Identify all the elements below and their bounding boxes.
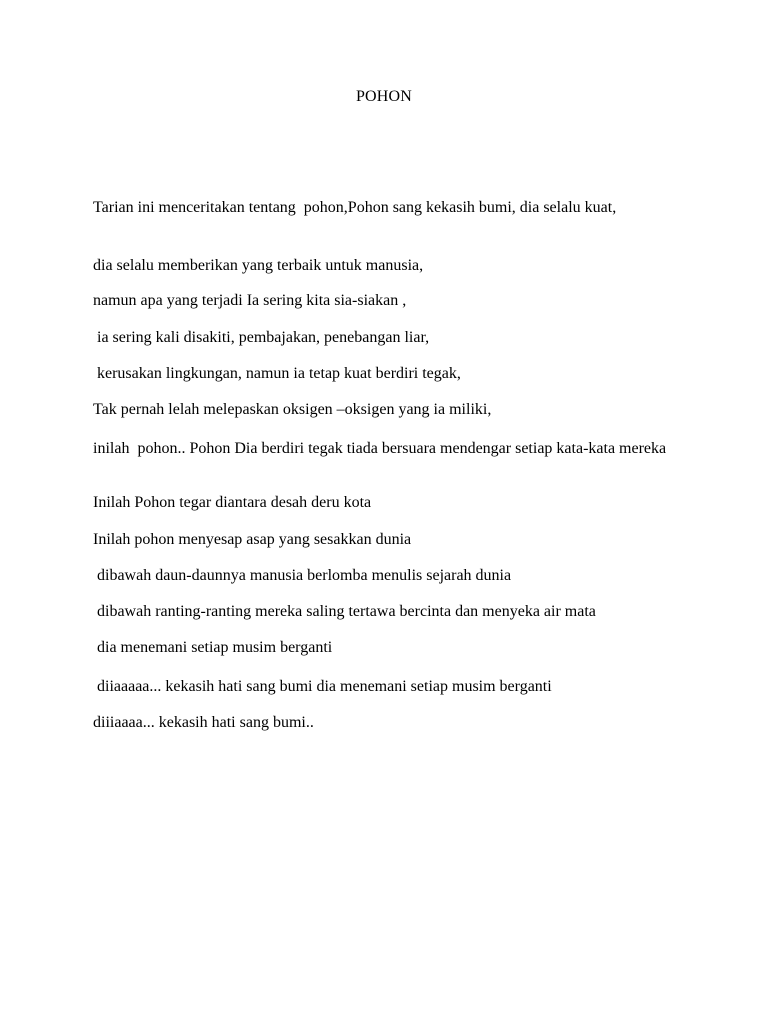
paragraph-3: namun apa yang terjadi Ia sering kita sia-siakan , xyxy=(93,292,407,309)
paragraph-12: dia menemani setiap musim berganti xyxy=(93,639,333,656)
document-title: POHON xyxy=(355,88,413,105)
paragraph-14: diiiaaaa... kekasih hati sang bumi.. xyxy=(93,714,314,731)
paragraph-4: ia sering kali disakiti, pembajakan, penebangan liar, xyxy=(93,329,430,346)
paragraph-8: Inilah Pohon tegar diantara desah deru kota xyxy=(93,494,372,511)
paragraph-10: dibawah daun-daunnya manusia berlomba menulis sejarah dunia xyxy=(93,567,512,584)
paragraph-13: diiaaaaa... kekasih hati sang bumi dia menemani setiap musim berganti xyxy=(93,678,552,695)
paragraph-11: dibawah ranting-ranting mereka saling tertawa bercinta dan menyeka air mata xyxy=(93,603,596,620)
paragraph-6: Tak pernah lelah melepaskan oksigen –oksigen yang ia miliki, xyxy=(93,401,492,418)
paragraph-2: dia selalu memberikan yang terbaik untuk manusia, xyxy=(93,257,424,274)
paragraph-9: Inilah pohon menyesap asap yang sesakkan dunia xyxy=(93,531,412,548)
paragraph-7: inilah pohon.. Pohon Dia berdiri tegak tiada bersuara mendengar setiap kata-kata mereka xyxy=(93,440,667,457)
paragraph-5: kerusakan lingkungan, namun ia tetap kuat berdiri tegak, xyxy=(93,365,461,382)
paragraph-1: Tarian ini menceritakan tentang pohon,Pohon sang kekasih bumi, dia selalu kuat, xyxy=(93,199,617,216)
